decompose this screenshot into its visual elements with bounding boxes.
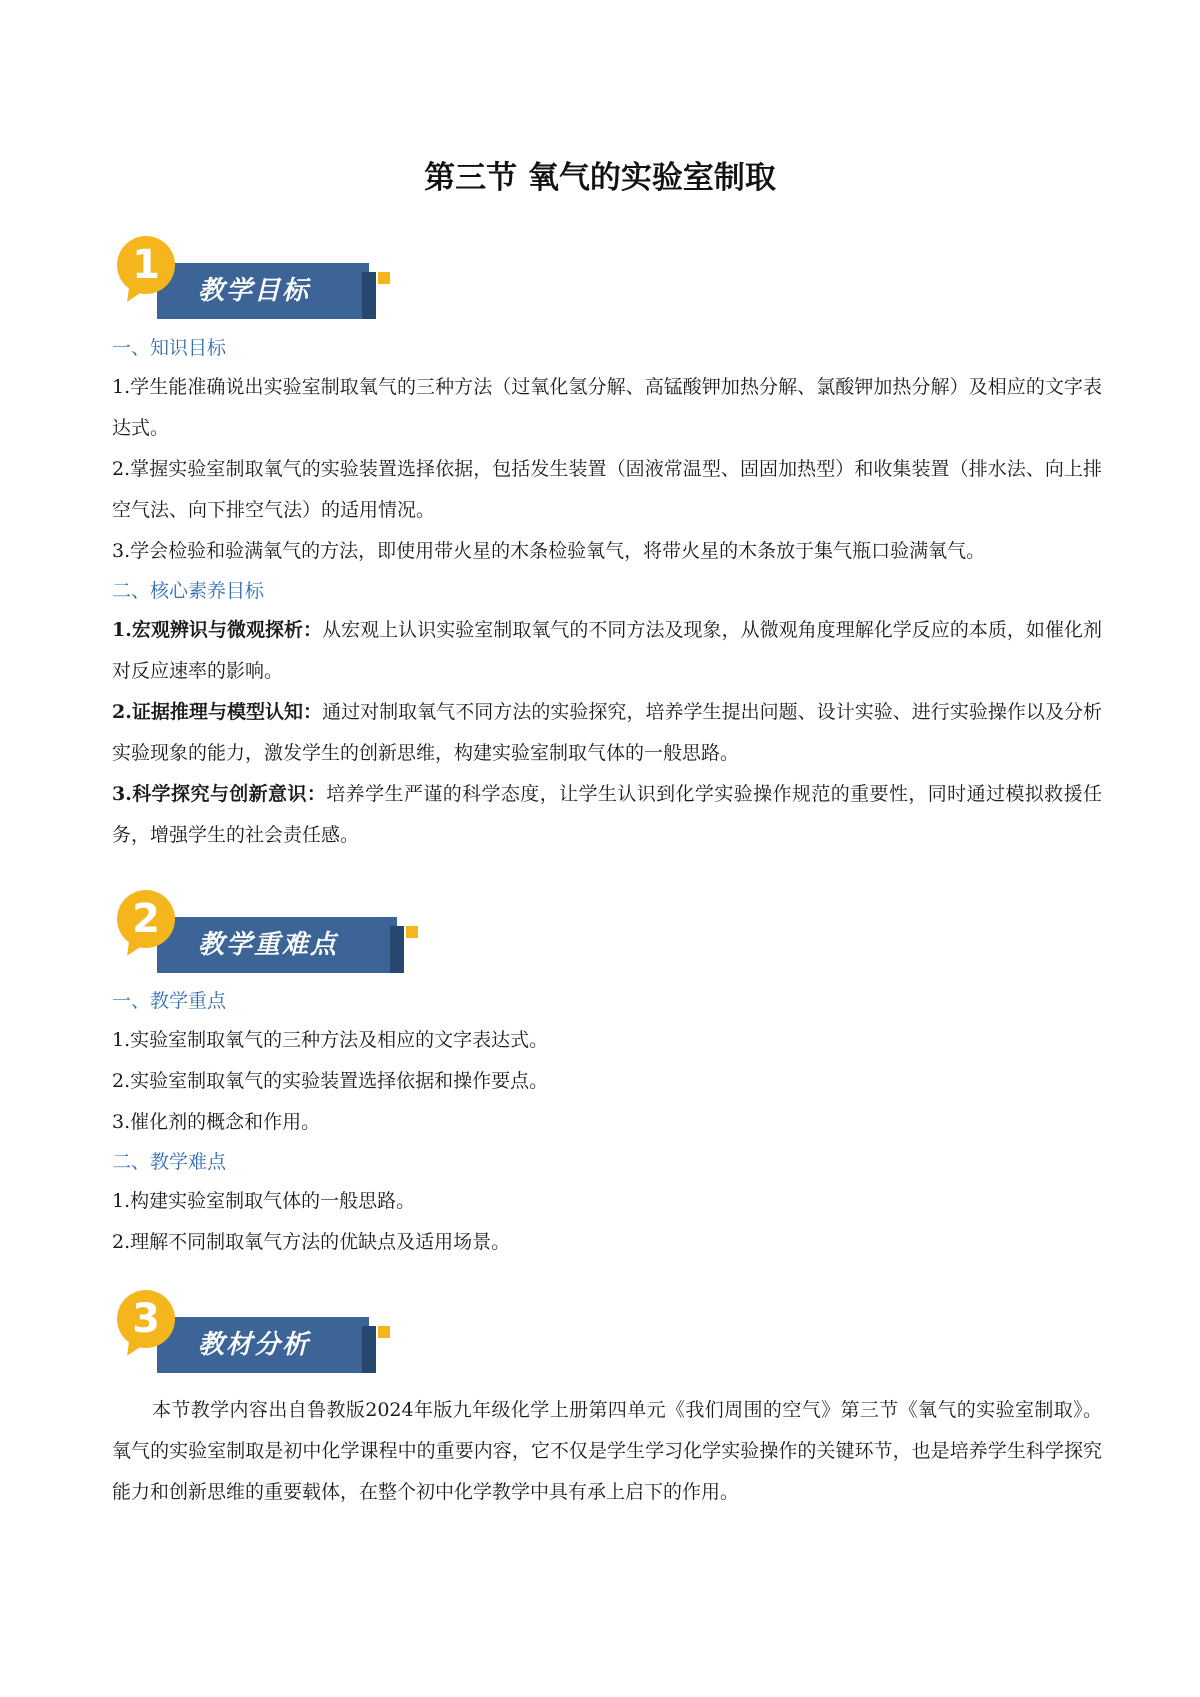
analysis-paragraph: 本节教学内容出自鲁教版2024年版九年级化学上册第四单元《我们周围的空气》第三节《氧气的实验室制取》。氧气的实验室制取是初中化学课程中的重要内容，它不仅是学生学习化学实验操作的关键环节，也是培养学生科学探究能力和创新思维的重要载体，在整个初中化学教学中具有承上启下的作用。 bbox=[112, 1399, 1102, 1503]
section-teaching-objectives bbox=[112, 236, 1102, 856]
list-item: 1.学生能准确说出实验室制取氧气的三种方法（过氧化氢分解、高锰酸钾加热分解、氯酸钾加热分解）及相应的文字表达式。 bbox=[112, 376, 1102, 439]
badge-bar-shadow bbox=[362, 272, 376, 319]
badge-bar-shadow bbox=[390, 926, 404, 973]
section-heading: 教材分析 bbox=[198, 1330, 311, 1360]
list-item: 3.催化剂的概念和作用。 bbox=[112, 1111, 321, 1133]
list-item: 2.掌握实验室制取氧气的实验装置选择依据，包括发生装置（固液常温型、固固加热型）和收集装置（排水法、向上排空气法、向下排空气法）的适用情况。 bbox=[112, 458, 1102, 521]
section-heading: 教学目标 bbox=[198, 276, 311, 306]
section-number-badge: 3 bbox=[117, 1290, 175, 1348]
list-item: 1.构建实验室制取气体的一般思路。 bbox=[112, 1190, 416, 1212]
section-badge bbox=[112, 1290, 412, 1378]
item-lead: 3.科学探究与创新意识： bbox=[112, 783, 327, 805]
section-textbook-analysis bbox=[112, 1290, 1102, 1513]
item-lead: 1.宏观辨识与微观探析： bbox=[112, 619, 323, 641]
list-item bbox=[112, 610, 1102, 692]
badge-bar-shadow bbox=[362, 1326, 376, 1373]
section-heading: 教学重难点 bbox=[198, 930, 339, 960]
item-text: 通过对制取氧气不同方法的实验探究，培养学生提出问题、设计实验、进行实验操作以及分析实验现象的能力，激发学生的创新思维，构建实验室制取气体的一般思路。 bbox=[112, 701, 1102, 764]
badge-accent-square bbox=[378, 272, 390, 284]
item-lead: 2.证据推理与模型认知： bbox=[112, 701, 323, 723]
list-item: 2.实验室制取氧气的实验装置选择依据和操作要点。 bbox=[112, 1070, 549, 1092]
list-item: 2.理解不同制取氧气方法的优缺点及适用场景。 bbox=[112, 1231, 511, 1253]
list-item: 3.学会检验和验满氧气的方法，即使用带火星的木条检验氧气，将带火星的木条放于集气瓶口验满氧气。 bbox=[112, 540, 986, 562]
badge-accent-square bbox=[378, 1326, 390, 1338]
list-item bbox=[112, 774, 1102, 856]
subheading: 二、教学难点 bbox=[112, 1151, 227, 1173]
item-text: 培养学生严谨的科学态度，让学生认识到化学实验操作规范的重要性，同时通过模拟救援任务，增强学生的社会责任感。 bbox=[112, 783, 1102, 846]
subheading: 一、知识目标 bbox=[112, 337, 227, 359]
section-key-difficulties bbox=[112, 890, 1102, 1263]
badge-accent-square bbox=[406, 926, 418, 938]
item-text: 从宏观上认识实验室制取氧气的不同方法及现象，从微观角度理解化学反应的本质，如催化剂对反应速率的影响。 bbox=[112, 619, 1102, 682]
list-item: 1.实验室制取氧气的三种方法及相应的文字表达式。 bbox=[112, 1029, 549, 1051]
section-number-badge: 2 bbox=[117, 890, 175, 948]
section-number-badge: 1 bbox=[117, 236, 175, 294]
page-title: 第三节 氧气的实验室制取 bbox=[424, 160, 776, 196]
subheading: 二、核心素养目标 bbox=[112, 580, 265, 602]
section-badge bbox=[112, 890, 412, 978]
section-badge bbox=[112, 236, 412, 324]
list-item bbox=[112, 692, 1102, 774]
subheading: 一、教学重点 bbox=[112, 990, 227, 1012]
